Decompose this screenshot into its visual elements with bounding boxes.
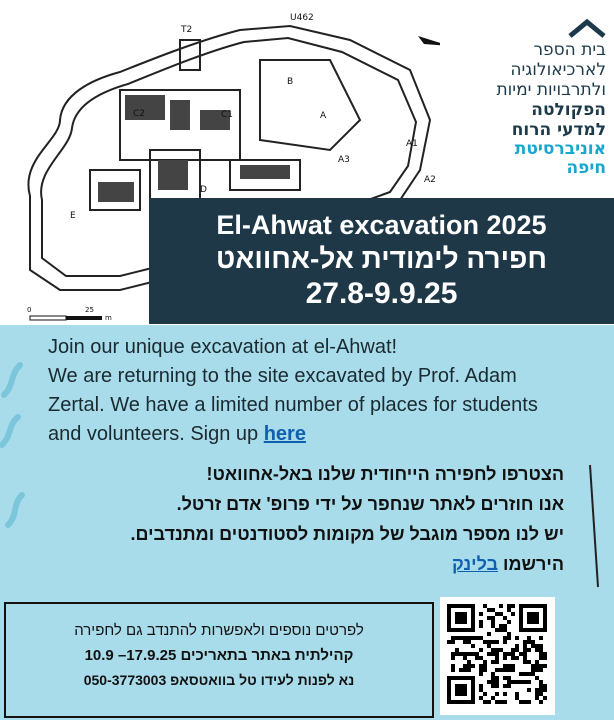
plan-label-t2: T2 bbox=[181, 25, 193, 35]
svg-text:0: 0 bbox=[27, 306, 32, 314]
english-line-3: Zertal. We have a limited number of places for students bbox=[48, 394, 538, 416]
info-line-1: לפרטים נוספים ולאפשרות להתנדב גם לחפירה bbox=[74, 622, 364, 639]
title-hebrew: חפירה לימודית אל-אחוואט bbox=[216, 243, 547, 274]
english-text bbox=[48, 333, 608, 449]
qr-code[interactable] bbox=[440, 597, 555, 715]
logo-chevron-icon bbox=[568, 18, 606, 40]
content-section bbox=[0, 325, 614, 720]
logo-line-university: אוניברסיטת bbox=[514, 139, 606, 159]
plan-label-a3: A3 bbox=[338, 155, 350, 165]
hebrew-line-2: אנו חוזרים לאתר שנחפר על ידי פרופ' אדם זרטל. bbox=[176, 494, 564, 514]
scale-bar bbox=[27, 306, 112, 322]
hebrew-line-3: יש לנו מספר מוגבל של מקומות לסטודנטים ומתנדבים. bbox=[130, 524, 564, 544]
university-logo bbox=[476, 18, 606, 178]
hebrew-line-1: הצטרפו לחפירה הייחודית שלנו באל-אחוואט! bbox=[206, 464, 564, 484]
plan-label-c2: C2 bbox=[133, 109, 146, 119]
plan-label-a1: A1 bbox=[406, 139, 418, 149]
signup-link-english[interactable]: here bbox=[263, 423, 306, 445]
svg-text:m: m bbox=[105, 314, 112, 322]
logo-line-archaeology: לארכיאולוגיה bbox=[510, 60, 606, 80]
hebrew-line-4: הירשמו בלינק bbox=[451, 554, 564, 574]
plan-label-u462: U462 bbox=[290, 13, 314, 23]
english-line-2: We are returning to the site excavated by Prof. Adam bbox=[48, 365, 517, 387]
english-line-4: and volunteers. Sign up here bbox=[48, 423, 306, 445]
plan-label-c1: C1 bbox=[221, 110, 234, 120]
title-english: El-Ahwat excavation 2025 bbox=[216, 210, 547, 240]
info-line-3: נא לפנות לעידו טל בוואטסאפ 050-3773003 bbox=[83, 672, 355, 688]
info-line-2: קהילתית באתר בתאריכים 17.9.25– 10.9 bbox=[84, 647, 354, 664]
signup-link-hebrew[interactable]: בלינק bbox=[451, 554, 499, 574]
title-dates: 27.8-9.9.25 bbox=[305, 277, 458, 310]
header-section bbox=[0, 0, 614, 325]
plan-label-a: A bbox=[320, 111, 327, 121]
logo-line-humanities: למדעי הרוח bbox=[511, 120, 606, 140]
logo-line-haifa: חיפה bbox=[566, 158, 606, 178]
plan-label-b: B bbox=[287, 77, 294, 87]
plan-label-e: E bbox=[70, 211, 76, 221]
north-arrow-icon bbox=[418, 36, 440, 46]
plan-label-d: D bbox=[200, 185, 207, 195]
logo-line-maritime: ולתרבויות ימיות bbox=[496, 80, 606, 100]
title-banner bbox=[149, 198, 614, 324]
logo-line-school: בית הספר bbox=[533, 40, 606, 60]
plan-label-a2: A2 bbox=[424, 175, 436, 185]
svg-text:25: 25 bbox=[85, 306, 94, 314]
english-line-1: Join our unique excavation at el-Ahwat! bbox=[48, 336, 398, 358]
hebrew-text bbox=[44, 459, 564, 579]
info-box bbox=[4, 602, 434, 718]
logo-line-faculty: הפקולטה bbox=[531, 100, 606, 120]
